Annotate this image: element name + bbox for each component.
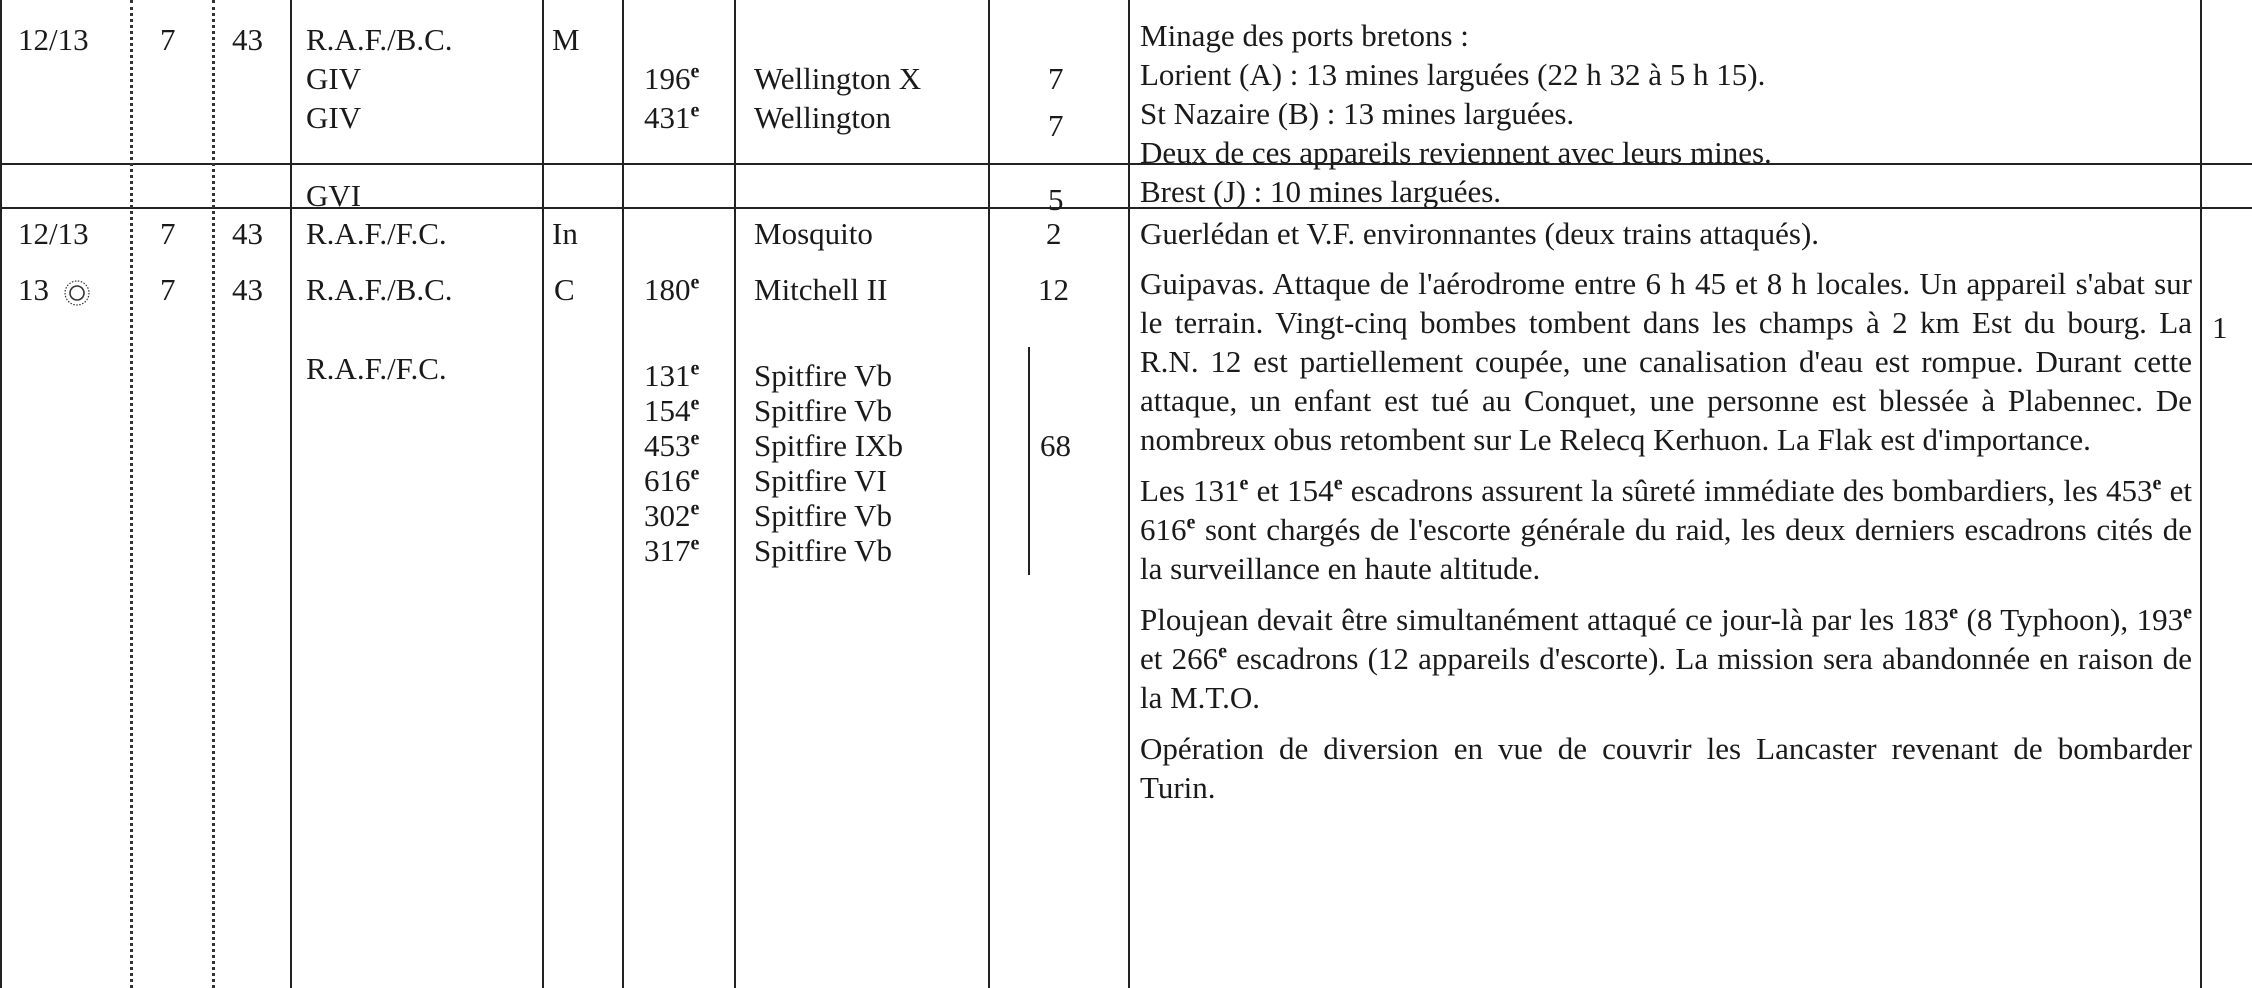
row3-squadron: 317e <box>644 532 700 568</box>
table-border-left <box>0 0 2 988</box>
row1-count: 7 <box>1048 108 1064 143</box>
row2-count: 2 <box>1046 216 1062 251</box>
row1-note: Lorient (A) : 13 mines larguées (22 h 32 à 5 h 15). <box>1140 57 1766 92</box>
row1-count: 7 <box>1048 61 1064 96</box>
row3-force: R.A.F./B.C. <box>306 272 453 307</box>
row3-day <box>18 270 93 309</box>
row1-mission-type: M <box>552 22 580 57</box>
row3-ref: 1 <box>2212 310 2228 345</box>
row1-aircraft: Wellington <box>754 100 891 135</box>
row2-force: R.A.F./F.C. <box>306 216 447 251</box>
row2-mission-type: In <box>552 216 578 251</box>
row1-group: GVI <box>306 178 362 213</box>
column-divider <box>2200 0 2202 988</box>
row3-force: R.A.F./F.C. <box>306 351 447 386</box>
row3-squadron: 616e <box>644 462 700 498</box>
row1-note: Minage des ports bretons : <box>1140 18 1469 53</box>
row1-note: Brest (J) : 10 mines larguées. <box>1140 174 1502 209</box>
row3-aircraft: Spitfire IXb <box>754 428 903 463</box>
row3-paragraph: Ploujean devait être simultanément attaqué ce jour-là par les 183e (8 Typhoon), 193e et 266e escadrons (12 appareils d'escorte). La mission sera abandonnée en raison de la M.T.O. <box>1140 601 2192 715</box>
row2-day: 12/13 <box>18 216 89 251</box>
row1-note: St Nazaire (B) : 13 mines larguées. <box>1140 96 1575 131</box>
row1-day: 12/13 <box>18 22 89 57</box>
row3-count-group: 68 <box>1040 428 1071 463</box>
row3-squadron: 453e <box>644 427 700 463</box>
column-divider <box>290 0 292 988</box>
row1-group: GIV <box>306 100 362 135</box>
row1-note: Deux de ces appareils reviennent avec leurs mines. <box>1140 135 1772 170</box>
column-divider <box>622 0 624 988</box>
column-divider <box>542 0 544 988</box>
row3-paragraph: Guipavas. Attaque de l'aérodrome entre 6 h 45 et 8 h locales. Un appareil s'abat sur le terrain. Vingt-cinq bombes tombent dans les champs à 2 km Est du bourg. La R.N. 12 est partiellement coupée, une canalisation d'eau est rompue. Durant cette attaque, un enfant est tué au Conquet, une personne est blessée à Plabennec. De nombreux obus retombent sur Le Relecq Kerhuon. La Flak est d'importance. <box>1140 266 2192 457</box>
row1-group: GIV <box>306 61 362 96</box>
row1-year: 43 <box>232 22 263 57</box>
row3-count: 12 <box>1038 272 1069 307</box>
row3-aircraft: Mitchell II <box>754 272 888 307</box>
row3-squadron: 154e <box>644 392 700 428</box>
column-divider <box>988 0 990 988</box>
count-bracket <box>1028 347 1030 575</box>
row1-force: R.A.F./B.C. <box>306 22 453 57</box>
row3-squadron: 131e <box>644 357 700 393</box>
row3-mission-type: C <box>554 272 575 307</box>
row3-aircraft: Spitfire Vb <box>754 533 893 568</box>
row3-day-value: 13 <box>18 272 49 307</box>
row2-year: 43 <box>232 216 263 251</box>
row3-notes <box>1140 264 2192 807</box>
row1-aircraft: Wellington X <box>754 61 922 96</box>
row3-aircraft: Spitfire Vb <box>754 498 893 533</box>
row2-note: Guerlédan et V.F. environnantes (deux trains attaqués). <box>1140 216 1820 251</box>
row1-squadron: 431e <box>644 99 700 135</box>
row3-squadron: 180e <box>644 271 700 307</box>
row3-paragraph: Les 131e et 154e escadrons assurent la sûreté immédiate des bombardiers, les 453e et 616e sont chargés de l'escorte générale du raid, les deux derniers escadrons cités de la surveillance en haute altitude. <box>1140 472 2193 586</box>
row3-paragraph: Opération de diversion en vue de couvrir les Lancaster revenant de bombarder Turin. <box>1140 731 2192 805</box>
row2-aircraft: Mosquito <box>754 216 873 251</box>
row1-month: 7 <box>160 22 176 57</box>
row3-aircraft: Spitfire Vb <box>754 358 893 393</box>
row3-squadron: 302e <box>644 497 700 533</box>
column-divider <box>1128 0 1130 988</box>
row1-count: 5 <box>1048 182 1064 217</box>
row3-aircraft: Spitfire Vb <box>754 393 893 428</box>
row3-month: 7 <box>160 272 176 307</box>
row3-year: 43 <box>232 272 263 307</box>
row2-month: 7 <box>160 216 176 251</box>
row3-aircraft: Spitfire VI <box>754 463 887 498</box>
month-year-divider <box>212 0 215 988</box>
row-divider <box>0 163 2252 165</box>
column-divider <box>734 0 736 988</box>
sun-icon <box>61 277 93 309</box>
day-month-divider <box>130 0 133 988</box>
row1-squadron: 196e <box>644 60 700 96</box>
